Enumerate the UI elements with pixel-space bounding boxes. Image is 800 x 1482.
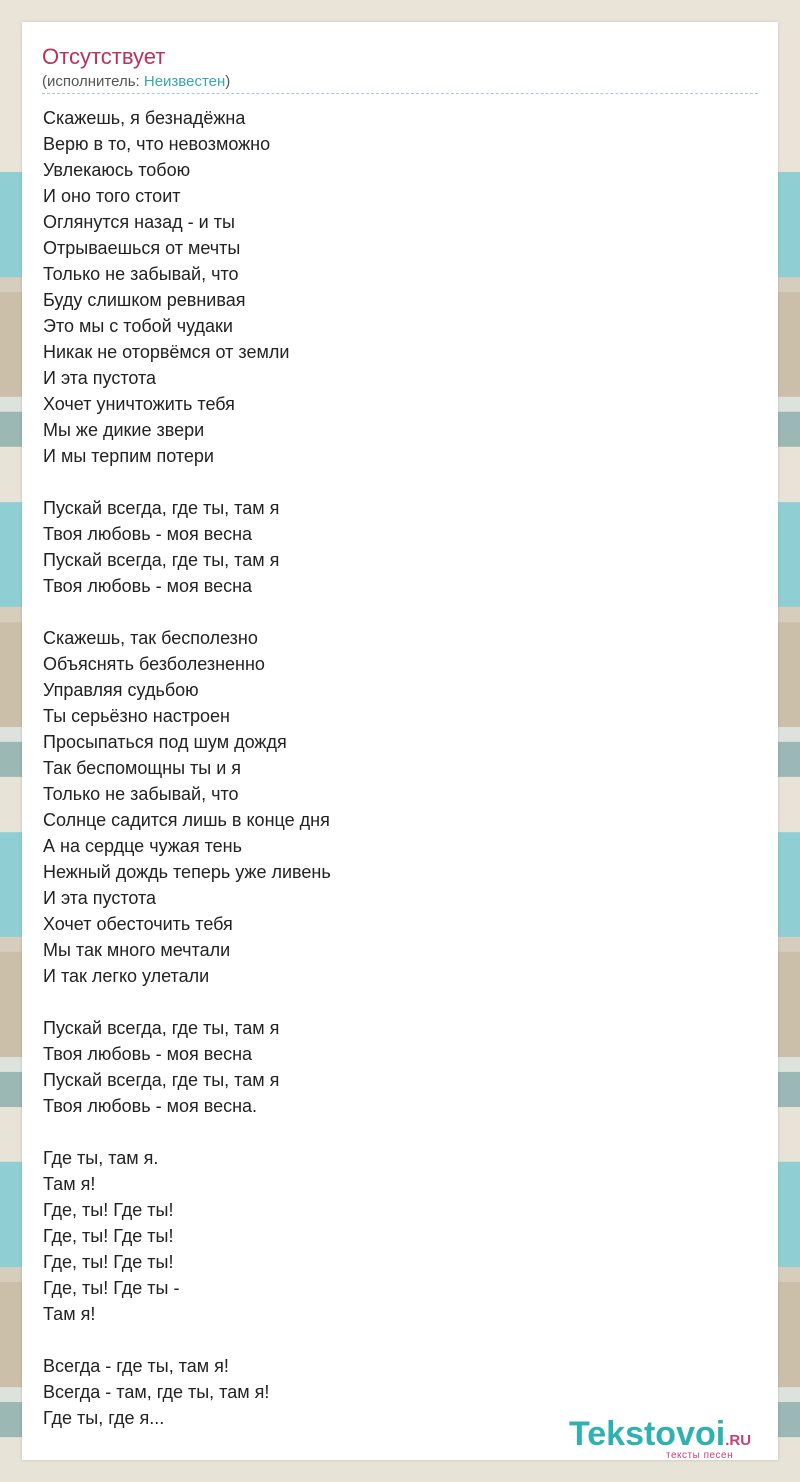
lyrics-line: И эта пустота — [43, 888, 157, 908]
lyrics-line: Буду слишком ревнивая — [43, 290, 246, 310]
artist-link[interactable]: Неизвестен — [143, 73, 226, 90]
lyrics-line: Только не забывай, что — [43, 784, 239, 804]
lyrics-line: Скажешь, так бесполезно — [43, 628, 258, 648]
lyrics-line: И эта пустота — [43, 368, 157, 388]
lyrics-line: Солнце садится лишь в конце дня — [43, 810, 330, 830]
lyrics-line: Хочет обесточить тебя — [43, 914, 233, 934]
lyrics-line: Всегда - где ты, там я! — [43, 1356, 229, 1376]
site-logo[interactable] — [569, 1414, 779, 1462]
lyrics-line: Где, ты! Где ты! — [43, 1252, 174, 1272]
logo-tagline: тексты песен — [666, 1450, 734, 1461]
lyrics-line: Где ты, там я. — [43, 1148, 159, 1168]
lyrics-line: Увлекаюсь тобою — [43, 160, 191, 180]
lyrics-line: Где, ты! Где ты! — [43, 1226, 174, 1246]
lyrics-line: Твоя любовь - моя весна — [43, 1044, 253, 1064]
lyrics-line: Где, ты! Где ты! — [43, 1200, 174, 1220]
lyrics-line: А на сердце чужая тень — [43, 836, 242, 856]
lyrics-line: Мы так много мечтали — [43, 940, 231, 960]
lyrics-line: И оно того стоит — [43, 186, 181, 206]
lyrics-line: И так легко улетали — [43, 966, 210, 986]
lyrics-line: Верю в то, что невозможно — [43, 134, 271, 154]
lyrics-line: И мы терпим потери — [43, 446, 214, 466]
lyrics-line: Так беспомощны ты и я — [43, 758, 242, 778]
lyrics-line: Пускай всегда, где ты, там я — [43, 1070, 280, 1090]
lyrics-line: Ты серьёзно настроен — [43, 706, 230, 726]
lyrics-blank-line — [43, 599, 331, 625]
lyrics-line: Никак не оторвёмся от земли — [43, 342, 290, 362]
lyrics-blank-line — [43, 1119, 331, 1145]
lyrics-line: Там я! — [43, 1174, 96, 1194]
lyrics-line: Пускай всегда, где ты, там я — [43, 1018, 280, 1038]
song-title: Отсутствует — [42, 44, 166, 69]
lyrics-line: Хочет уничтожить тебя — [43, 394, 235, 414]
divider — [42, 93, 758, 94]
lyrics-blank-line — [43, 989, 331, 1015]
lyrics-line: Твоя любовь - моя весна. — [43, 1096, 258, 1116]
artist-prefix: (исполнитель: — [42, 73, 144, 90]
lyrics-line: Где, ты! Где ты - — [43, 1278, 180, 1298]
lyrics-line: Объяснять безболезненно — [43, 654, 265, 674]
lyrics-line: Оглянутся назад - и ты — [43, 212, 235, 232]
lyrics-line: Пускай всегда, где ты, там я — [43, 550, 280, 570]
lyrics-line: Просыпаться под шум дождя — [43, 732, 287, 752]
lyrics-line: Всегда - там, где ты, там я! — [43, 1382, 270, 1402]
lyrics-card — [22, 22, 778, 1460]
lyrics-line: Твоя любовь - моя весна — [43, 524, 253, 544]
logo-tld: .RU — [725, 1432, 752, 1449]
lyrics-line: Скажешь, я безнадёжна — [43, 108, 246, 128]
lyrics-line: Нежный дождь теперь уже ливень — [43, 862, 331, 882]
lyrics-line: Это мы с тобой чудаки — [43, 316, 233, 336]
lyrics-line: Мы же дикие звери — [43, 420, 205, 440]
artist-line — [42, 72, 230, 92]
lyrics-blank-line — [43, 469, 331, 495]
lyrics-blank-line — [43, 1327, 331, 1353]
lyrics-line: Твоя любовь - моя весна — [43, 576, 253, 596]
lyrics-line: Отрываешься от мечты — [43, 238, 241, 258]
lyrics-line: Там я! — [43, 1304, 96, 1324]
lyrics-line: Управляя судьбою — [43, 680, 199, 700]
lyrics-line: Где ты, где я... — [43, 1408, 165, 1428]
lyrics-line: Только не забывай, что — [43, 264, 239, 284]
artist-suffix: ) — [225, 73, 231, 90]
lyrics-line: Пускай всегда, где ты, там я — [43, 498, 280, 518]
logo-name: Tekstovoi — [569, 1415, 726, 1453]
lyrics-text — [43, 105, 331, 1431]
